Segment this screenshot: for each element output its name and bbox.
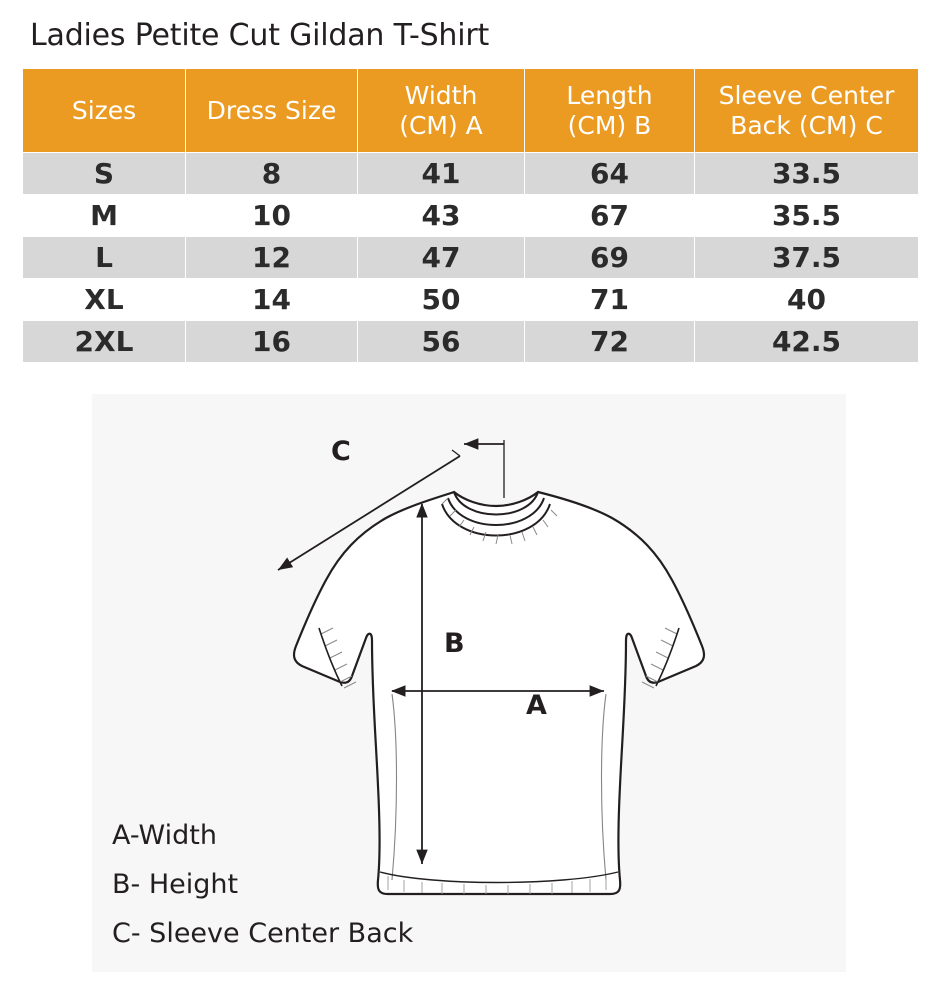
column-header-sizes-line1: Sizes: [71, 95, 137, 125]
cell-width: 47: [358, 237, 525, 279]
table-header-row: [23, 69, 919, 153]
column-header-width: [358, 69, 525, 153]
cell-width: 50: [358, 279, 525, 321]
table-row: [23, 321, 919, 363]
cell-length: 69: [525, 237, 695, 279]
cell-length: 72: [525, 321, 695, 363]
cell-size: M: [23, 195, 186, 237]
cell-size: S: [23, 153, 186, 195]
cell-length: 71: [525, 279, 695, 321]
table-row: [23, 237, 919, 279]
column-header-sizes: [23, 69, 186, 153]
legend-item-c: C- Sleeve Center Back: [112, 918, 414, 949]
label-a: A: [526, 690, 547, 721]
cell-width: 43: [358, 195, 525, 237]
cell-dress-size: 8: [186, 153, 358, 195]
cell-sleeve: 40: [695, 279, 919, 321]
cell-length: 64: [525, 153, 695, 195]
table-row: [23, 195, 919, 237]
cell-sleeve: 35.5: [695, 195, 919, 237]
cell-dress-size: 12: [186, 237, 358, 279]
cell-width: 56: [358, 321, 525, 363]
cell-sleeve: 37.5: [695, 237, 919, 279]
legend-item-b: B- Height: [112, 869, 239, 900]
cell-dress-size: 16: [186, 321, 358, 363]
cell-size: XL: [23, 279, 186, 321]
column-header-length: [525, 69, 695, 153]
column-header-length-line1: Length: [566, 80, 653, 110]
cell-sleeve: 33.5: [695, 153, 919, 195]
cell-width: 41: [358, 153, 525, 195]
diagram-legend: [112, 811, 413, 958]
page-title: Ladies Petite Cut Gildan T-Shirt: [30, 18, 490, 53]
column-header-dress-size: [186, 69, 358, 153]
column-header-length-line2: (CM) B: [567, 110, 652, 140]
measurement-diagram: [92, 394, 846, 972]
size-table: [22, 68, 919, 363]
cell-size: 2XL: [23, 321, 186, 363]
column-header-sleeve-line2: Back (CM) C: [730, 110, 883, 140]
cell-dress-size: 10: [186, 195, 358, 237]
table-row: [23, 279, 919, 321]
cell-length: 67: [525, 195, 695, 237]
cell-size: L: [23, 237, 186, 279]
legend-item-a: A-Width: [112, 820, 217, 851]
column-header-width-line2: (CM) A: [399, 110, 483, 140]
label-c: C: [331, 436, 351, 467]
column-header-sleeve: [695, 69, 919, 153]
column-header-dress-size-line1: Dress Size: [206, 95, 337, 125]
column-header-sleeve-line1: Sleeve Center: [718, 80, 895, 110]
label-b: B: [444, 628, 465, 659]
cell-sleeve: 42.5: [695, 321, 919, 363]
column-header-width-line1: Width: [404, 80, 478, 110]
cell-dress-size: 14: [186, 279, 358, 321]
table-row: [23, 153, 919, 195]
